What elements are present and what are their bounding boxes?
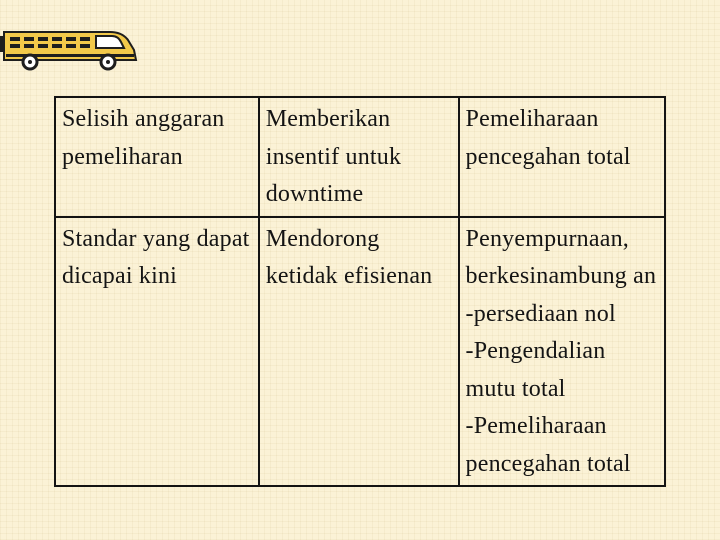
- school-bus-icon: [0, 26, 142, 72]
- table-row: [55, 97, 665, 217]
- comparison-table: [54, 96, 666, 487]
- table-cell: Pemeliharaan pencegahan total: [459, 97, 665, 217]
- table-row: [55, 217, 665, 487]
- table-cell: Selisih anggaran pemeliharan: [55, 97, 259, 217]
- table-cell: Penyempurnaan, berkesinambung an -persediaan nol -Pengendalian mutu total -Pemeliharaan pencegahan total: [459, 217, 665, 487]
- table-cell: Memberikan insentif untuk downtime: [259, 97, 459, 217]
- table-cell: Mendorong ketidak efisienan: [259, 217, 459, 487]
- table-cell: Standar yang dapat dicapai kini: [55, 217, 259, 487]
